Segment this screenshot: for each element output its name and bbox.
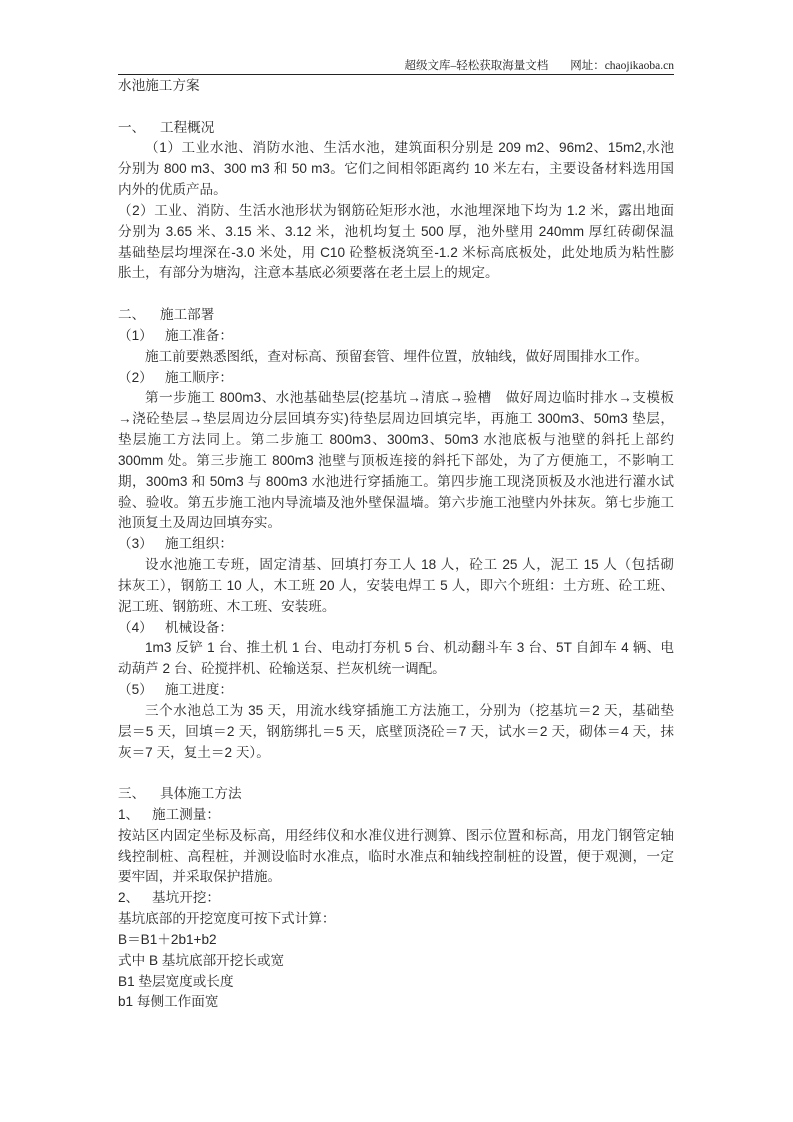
document-body <box>118 76 674 1013</box>
heading-label: 基坑开挖： <box>152 890 220 906</box>
blank-line <box>118 97 674 118</box>
heading-number: （1） <box>118 327 153 343</box>
heading-number: 1、 <box>118 806 140 822</box>
paragraph-line: 按站区内固定坐标及标高，用经纬仪和水准仪进行测算、图示位置和标高，用龙门钢管定轴 <box>118 827 674 843</box>
paragraph-line: 内外的优质产品。 <box>118 182 227 198</box>
heading-label: 工程概况 <box>160 119 215 135</box>
heading-label: 具体施工方法 <box>160 786 242 802</box>
heading-number: 二、 <box>118 307 146 323</box>
heading-label: 施工顺序： <box>165 369 233 385</box>
heading-number: 一、 <box>118 119 146 135</box>
section-heading <box>118 305 674 326</box>
heading-number: （2） <box>118 369 153 385</box>
paragraph-line: （1）工业水池、消防水池、生活水池，建筑面积分别是 209 m2、96m2、15m2,水池 <box>145 140 674 156</box>
heading-label: 机械设备： <box>165 619 233 635</box>
subsection-heading <box>118 618 674 639</box>
header-url: 网址：chaojikaoba.cn <box>570 60 674 72</box>
heading-number: （3） <box>118 536 153 552</box>
heading-label: 施工部署 <box>160 307 215 323</box>
paragraph-line: 三个水池总工为 35 天，用流水线穿插施工方法施工，分别为（挖基坑＝2 天，基础垫 <box>145 702 674 718</box>
subsection-heading <box>118 680 674 701</box>
paragraph-line: （2）工业、消防、生活水池形状为钢筋砼矩形水池，水池埋深地下均为 1.2 米，露出地面 <box>118 202 674 218</box>
paragraph-line: 线控制桩、高程桩，并测设临时水准点，临时水准点和轴线控制桩的设置，便于观测，一定 <box>118 848 674 864</box>
subsection-heading <box>118 326 674 347</box>
section-heading <box>118 784 674 805</box>
heading-label: 施工准备： <box>165 327 233 343</box>
paragraph-line: 1m3 反铲 1 台、推土机 1 台、电动打夯机 5 台、机动翻斗车 3 台、5T 自卸车 4 辆、电 <box>145 640 674 656</box>
paragraph-line: 灰＝7 天，复土＝2 天）。 <box>118 744 270 760</box>
paragraph-line: 300mm 处。第三步施工 800m3 池壁与顶板连接的斜托下部处，为了方便施工，不影响工 <box>118 452 674 468</box>
paragraph-line: →浇砼垫层→垫层周边分层回填夯实)待垫层周边回填完毕，再施工 300m3、50m3 垫层， <box>118 411 674 427</box>
paragraph-line: 层＝5 天，回填＝2 天，钢筋绑扎＝5 天，底壁顶浇砼＝7 天，试水＝2 天，砌体＝4 天，抹 <box>118 723 674 739</box>
header-site-name: 超级文库–轻松获取海量文档 <box>404 60 549 72</box>
paragraph-line: 动葫芦 2 台、砼搅拌机、砼输送泵、拦灰机统一调配。 <box>118 661 446 677</box>
subsection-heading <box>118 368 674 389</box>
paragraph-line: 水池施工方案 <box>118 78 200 93</box>
paragraph-line: 胀土，有部分为塘沟，注意本基底必须要落在老土层上的规定。 <box>118 265 499 281</box>
page-header <box>118 57 674 73</box>
heading-number: （4） <box>118 619 153 635</box>
paragraph-line: 基础垫层均埋深在-3.0 米处，用 C10 砼整板浇筑至-1.2 米标高底板处，此处地质为粘性膨 <box>118 244 674 260</box>
subsection-heading <box>118 888 674 909</box>
paragraph-line: B1 垫层宽度或长度 <box>118 973 234 989</box>
paragraph-line: 验、验收。第五步施工池内导流墙及池外壁保温墙。第六步施工池壁内外抹灰。第七步施工 <box>118 494 674 510</box>
heading-label: 施工测量： <box>152 806 220 822</box>
paragraph-line: 期，300m3 和 50m3 与 800m3 水池进行穿插施工。第四步施工现浇顶板及水池进行灌水试 <box>118 473 674 489</box>
paragraph-line: B＝B1＋2b1+b2 <box>118 931 217 947</box>
paragraph-line: 式中 B 基坑底部开挖长或宽 <box>118 952 285 968</box>
heading-number: 三、 <box>118 786 146 802</box>
heading-label: 施工进度： <box>165 682 233 698</box>
heading-label: 施工组织： <box>165 536 233 552</box>
paragraph-line: 池顶复土及周边回填夯实。 <box>118 515 282 531</box>
heading-number: （5） <box>118 682 153 698</box>
paragraph-line: 基坑底部的开挖宽度可按下式计算： <box>118 911 336 927</box>
paragraph-line: 施工前要熟悉图纸，查对标高、预留套管、埋件位置，放轴线，做好周围排水工作。 <box>145 348 648 364</box>
header-rule <box>118 74 674 75</box>
paragraph-line: 要牢固，并采取保护措施。 <box>118 869 282 885</box>
section-heading <box>118 118 674 139</box>
blank-line <box>118 284 674 305</box>
paragraph-line: b1 每侧工作面宽 <box>118 994 219 1010</box>
heading-number: 2、 <box>118 890 140 906</box>
subsection-heading <box>118 534 674 555</box>
paragraph-line: 分别为 3.65 米、3.15 米、3.12 米，池机均复土 500 厚，池外壁用 240mm 厚红砖砌保温 <box>118 223 674 239</box>
paragraph-line: 垫层施工方法同上。第二步施工 800m3、300m3、50m3 水池底板与池壁的斜托上部约 <box>118 432 674 448</box>
paragraph-line: 抹灰工），钢筋工 10 人，木工班 20 人，安装电焊工 5 人，即六个班组：土方班、砼工班、 <box>118 577 674 593</box>
paragraph-line: 第一步施工 800m3、水池基础垫层(挖基坑→清底→验槽 做好周边临时排水→支模板 <box>145 390 674 406</box>
blank-line <box>118 763 674 784</box>
subsection-heading <box>118 805 674 826</box>
paragraph-line: 泥工班、钢筋班、木工班、安装班。 <box>118 598 336 614</box>
paragraph-line: 分别为 800 m3、300 m3 和 50 m3。它们之间相邻距离约 10 米左右，主要设备材料选用国 <box>118 161 674 177</box>
paragraph-line: 设水池施工专班，固定清基、回填打夯工人 18 人，砼工 25 人，泥工 15 人（包括砌 <box>145 557 674 573</box>
